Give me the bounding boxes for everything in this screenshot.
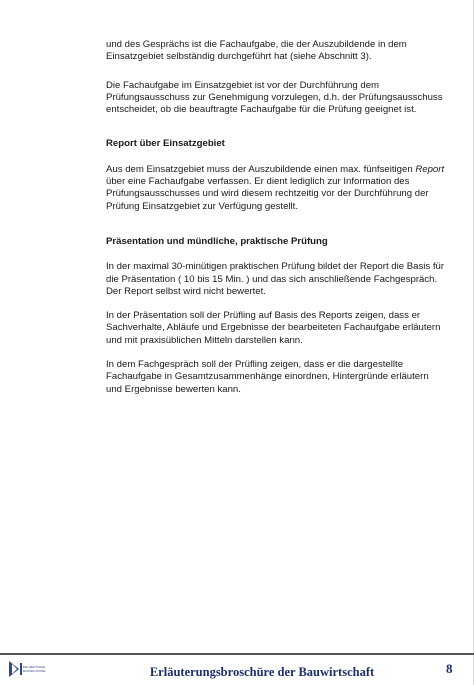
page-body [106,39,446,396]
logo-text-line-1: DIE DEUTSCHE [23,665,46,669]
paragraph-1: und des Gesprächs ist die Fachaufgabe, die der Auszubildende in dem Einsatzgebiet selbständig durchgeführt hat (siehe Abschnitt 3). [106,39,407,63]
bauindustrie-logo [6,658,46,684]
page-number: 8 [446,661,453,676]
footer-title: Erläuterungsbroschüre der Bauwirtschaft [149,665,375,679]
paragraph-3-part-a: Aus dem Einsatzgebiet muss der Auszubildende einen max. fünfseitigen [106,163,416,175]
page-footer [0,655,474,685]
paragraph-3-emphasis: Report [415,163,445,175]
logo-text-line-2: BAUINDUSTRIE [23,669,46,673]
section-heading-presentation: Präsentation und mündliche, praktische Prüfung [106,235,328,247]
paragraph-3 [106,164,446,213]
paragraph-5: In der Präsentation soll der Prüfling auf Basis des Reports zeigen, dass er Sachverhalte, Abläufe und Ergebnisse der bearbeiteten Fachaufgabe erläutern und mit praxisüblichen Mitteln darstellen kann. [106,310,441,346]
paragraph-3-part-b: über eine Fachaufgabe verfassen. Er dient lediglich zur Information des Prüfungsausschusses und wird diesem rechtzeitig vor der Durchführung der Prüfung Einsatzgebiet zur Verfügung gestellt. [106,176,429,212]
section-heading-report: Report über Einsatzgebiet [106,138,225,150]
paragraph-6: In dem Fachgespräch soll der Prüfling zeigen, dass er die dargestellte Fachaufgabe in Gesamtzusammenhänge einordnen, Hintergründe erläutern und Ergebnisse bewerten kann. [106,359,429,395]
paragraph-2: Die Fachaufgabe im Einsatzgebiet ist vor der Durchführung dem Prüfungsausschuss zur Genehmigung vorzulegen, d.h. der Prüfungsausschuss entscheidet, ob die beauftragte Fachaufgabe für die Prüfung geeignet ist. [106,79,443,116]
paragraph-4: In der maximal 30-minütigen praktischen Prüfung bildet der Report die Basis für die Präsentation ( 10 bis 15 Min. ) und das sich anschließende Fachgespräch. Der Report selbst wird nicht bewertet. [106,261,445,297]
